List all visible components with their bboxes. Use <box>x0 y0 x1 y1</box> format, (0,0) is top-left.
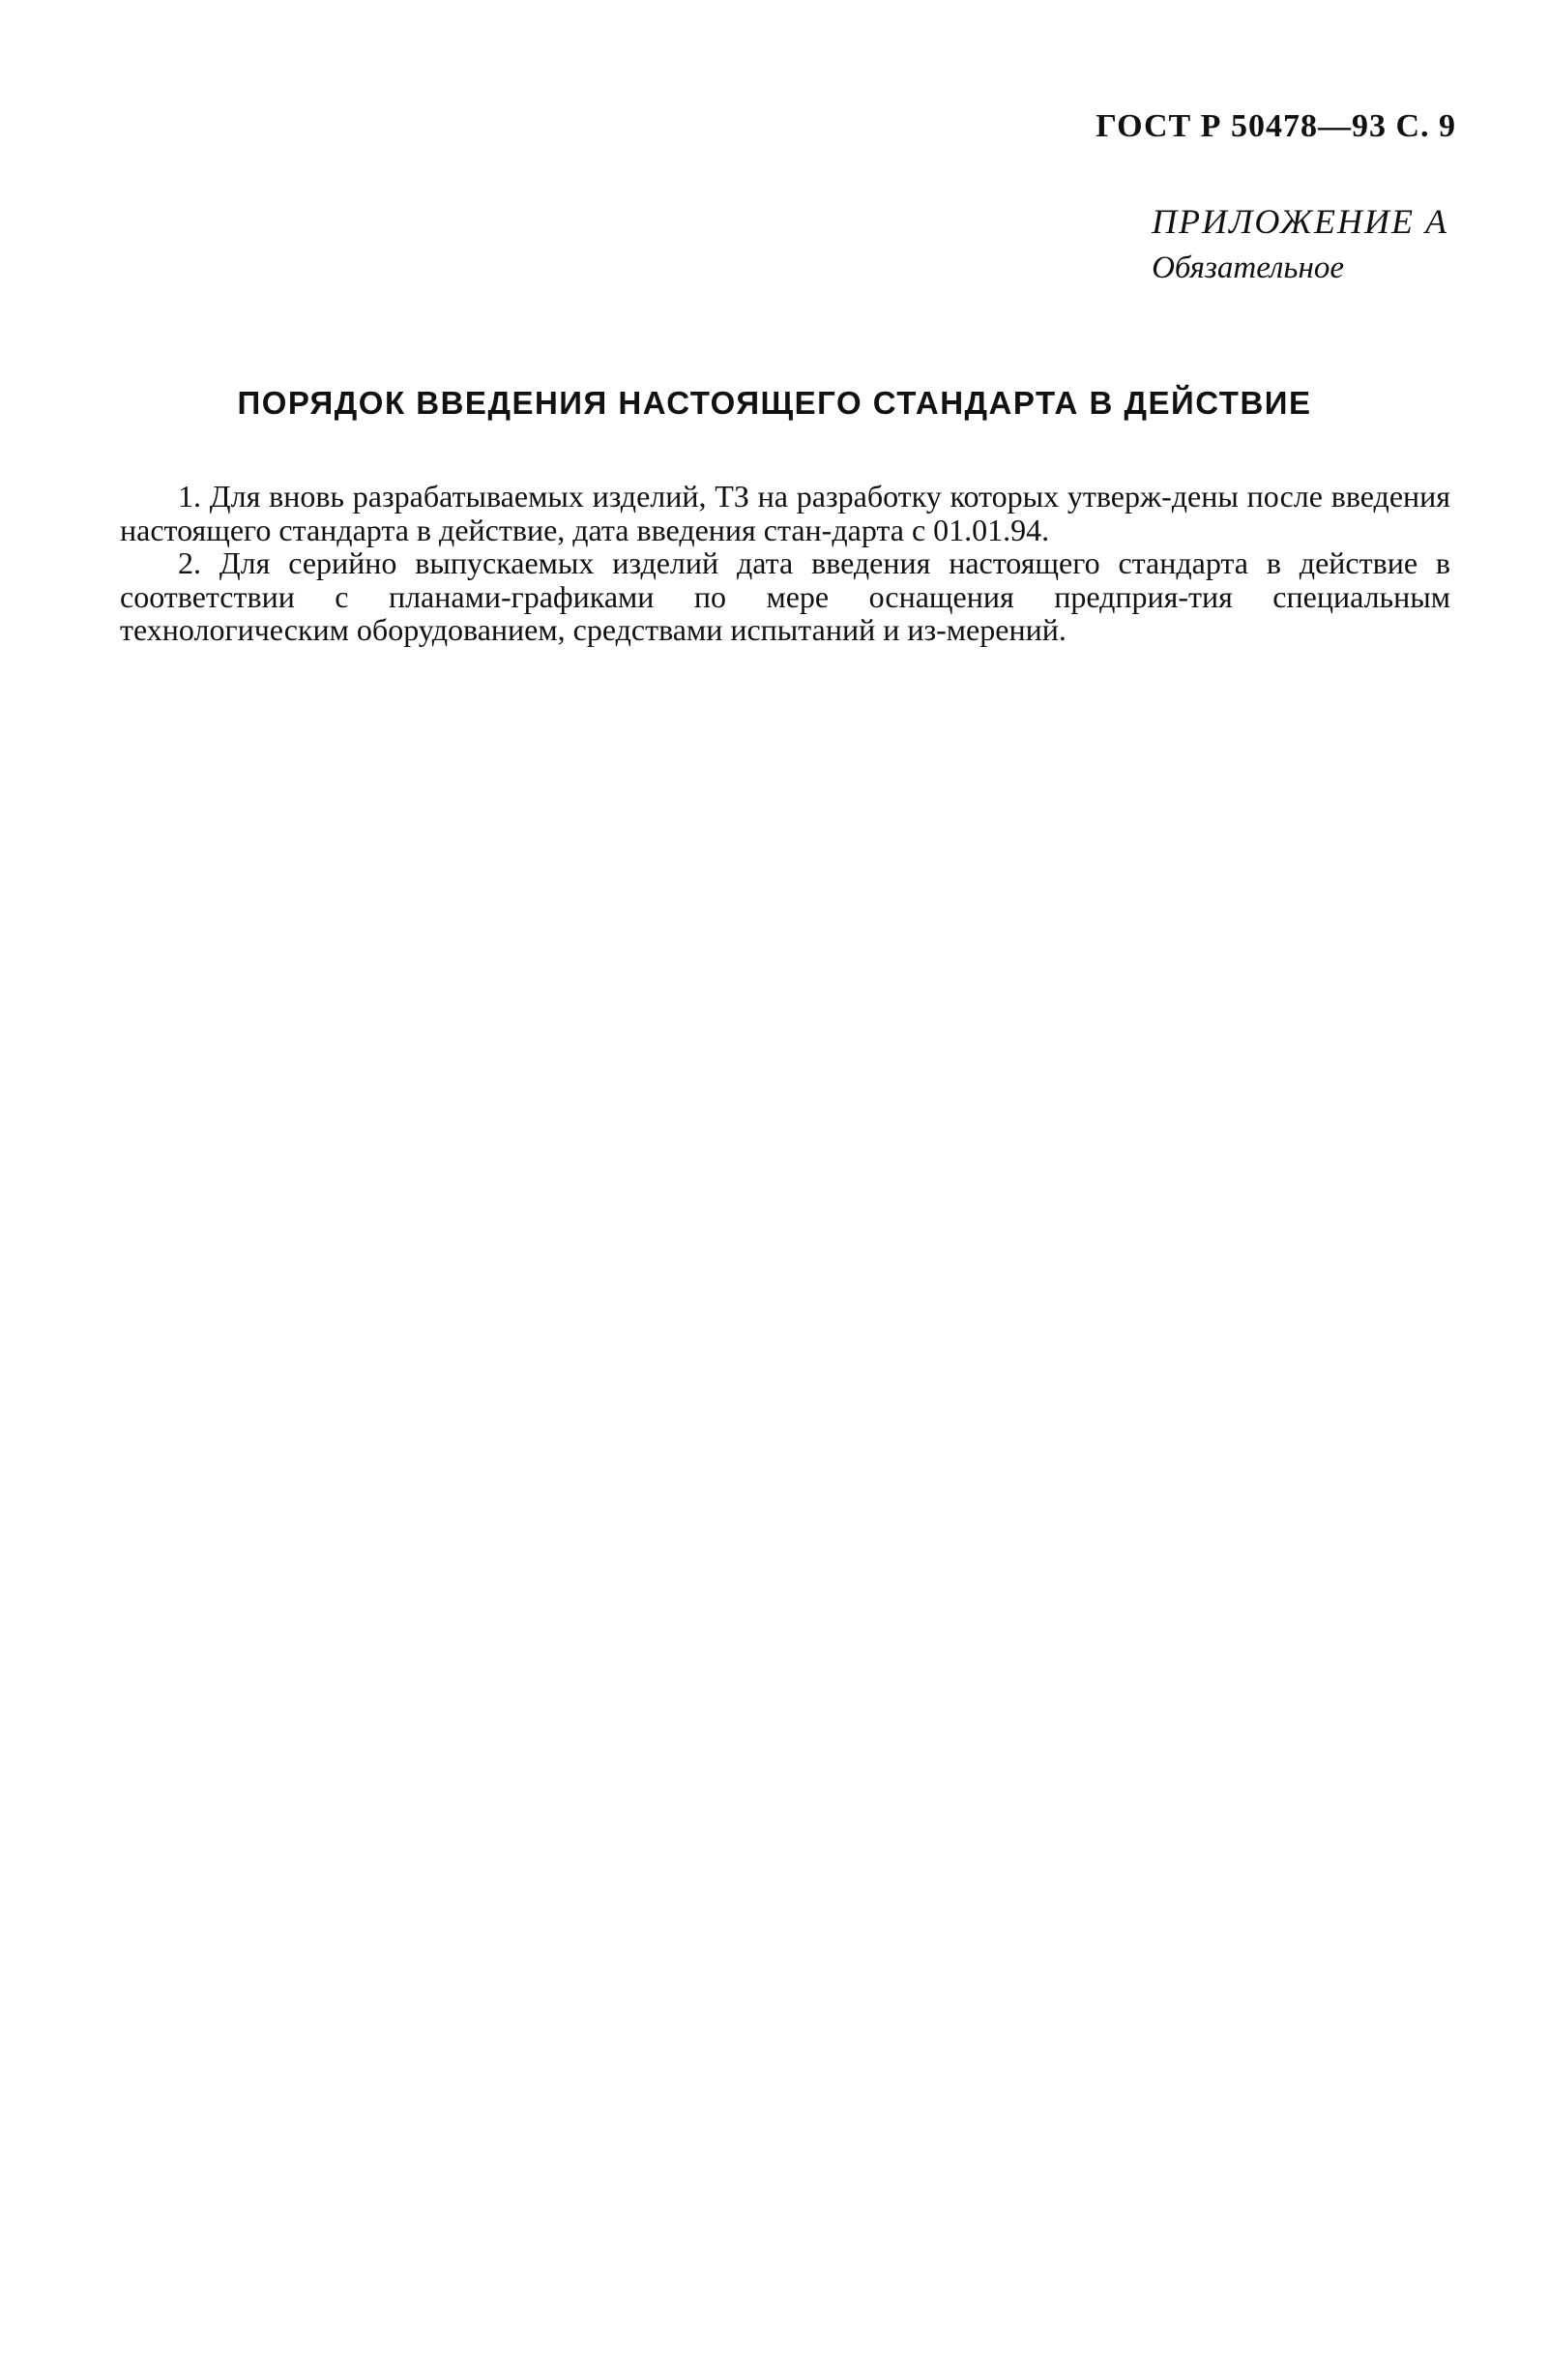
appendix-status: Обязательное <box>1152 250 1344 285</box>
appendix-title: ПРИЛОЖЕНИЕ А <box>1152 202 1448 241</box>
paragraph-1: 1. Для вновь разрабатываемых изделий, ТЗ на разработку которых утверж-дены после введения настоящего стандарта в действие, дата введения стан-дарта с 01.01.94. <box>120 479 1450 547</box>
body-text <box>120 480 1450 647</box>
page-header-standard-code: ГОСТ Р 50478—93 С. 9 <box>1096 108 1456 144</box>
section-heading: ПОРЯДОК ВВЕДЕНИЯ НАСТОЯЩЕГО СТАНДАРТА В ДЕЙСТВИЕ <box>237 385 1312 421</box>
paragraph-2: 2. Для серийно выпускаемых изделий дата введения настоящего стандарта в действие в соответствии с планами-графиками по мере оснащения предприя-тия специальным технологическим оборудованием, средствами испытаний и из-мерений. <box>120 545 1450 647</box>
appendix-block <box>1152 198 1448 291</box>
